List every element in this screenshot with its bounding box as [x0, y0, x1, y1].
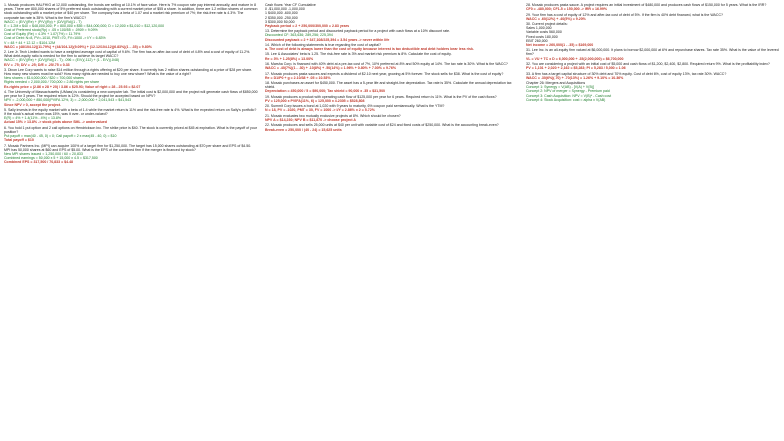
answer-line: PV = 125,000 x PVIFA(11%, 6) = 125,000 x 4.2305 = $528,808 [265, 98, 365, 103]
work-line: WACC = (E/V)(Re) + (P/V)(Rp) + (D/V)(Rd)(1 - T) [4, 19, 82, 24]
answer-line: WACC = .60(12%) + .40(5%) = 9.20% [526, 16, 586, 21]
work-line: Put payoff = max(40 - 45, 0) = 0; Call payoff = 2 x max(45 - 40, 0) = $10 [4, 134, 117, 139]
question-block [265, 3, 519, 28]
question-block [526, 13, 780, 21]
work-line: Concept 1: Synergy = V(AB) - [V(A) + V(B)] [526, 85, 595, 90]
work-line: New MPI shares issued = 1,250,000 / 60 = 20,833 [4, 151, 83, 156]
question-block [4, 68, 258, 89]
column-1 [4, 3, 258, 439]
answer-line: Total payoff = $10 [4, 138, 34, 143]
column-3 [526, 3, 780, 439]
question-block [4, 144, 258, 165]
question-block [265, 95, 519, 103]
answer-line: Since NPV > 0, accept the project. [4, 102, 62, 107]
work-line: 3 $300,000 50,000 [265, 19, 295, 24]
work-line: Concept 4: Stock Acquisition: cost = alpha x V(AB) [526, 97, 606, 102]
question-text: 31. Lee Inc. is an all-equity firm valued at $6,000,000. It plans to borrow $2,000,000 at 6% and repurchase shares. Tax rate 35%. What is the value of the levered firm? [526, 48, 779, 57]
question-text: 5. Sally invests in the equity market with a beta of 1.4 while the market return is 11% and the risk-free rate is 4%. What is the expected return on Sally's portfolio? If the stock's actual return was 15%, was it over- or under-valued? [4, 107, 257, 117]
answer-line: E/V = .75; D/V = .25; D/E = .25/.75 = 0.33 [4, 62, 70, 67]
answer-line: Discounted payback = 2 + 347,108/225,394 = 3.54 years -> never within life [265, 37, 390, 42]
question-block [265, 62, 519, 70]
question-block [526, 22, 780, 47]
answer-line: Re = 3% + 1.25(8%) = 13.00% [265, 56, 314, 61]
question-text: 18. Mosaic purchases an asset for $450,000. The asset has a 5-year life and straight-line depreciation. Tax rate is 35%. Calculate the annual depreciation tax shield. [265, 81, 512, 90]
question-text: 21. Mosaic evaluates two mutually exclusive projects at 8%. Which should be chosen? [265, 113, 401, 118]
work-line: 2 $350,000 -250,000 [265, 15, 298, 20]
question-text: 15. Lee & Associates' beta is 1.25. The risk-free rate is 3% and market risk premium is 8%. Calculate the cost of equity. [265, 52, 452, 57]
answer-line: Combined EPS = 317,500 / 70,833 = $4.48 [4, 160, 74, 165]
question-text: 2. Lee Jr. Tech Limited wants to have a weighted average cost of capital of 9.6%. The firm has an after-tax cost of debt of 4.8% and a cost of equity of 11.2%. What debt-equity ratio is needed for the firm to achieve its target WACC? [4, 50, 251, 59]
answer-line: Payback period = 2 + 250,000/300,000 = 2.83 years [265, 23, 350, 28]
answer-line: WACC = .30(6%)(.70) + .70(13%) = 1.26% + 9.10% = 10.36% [526, 75, 624, 80]
answer-line: Depreciation = 450,000 / 5 = $90,000; Tax shield = 90,000 x .35 = $31,500 [265, 89, 386, 94]
question-block [265, 72, 519, 80]
work-line: Cost of Preferred stock(Rp) = .05 x 100/55 = .0909 = 9.09% [4, 28, 98, 33]
question-block [526, 81, 780, 102]
work-line: Concept 2: NPV of merger = Synergy - Premium paid [526, 89, 610, 94]
work-line: E = 1.2M x $40 = $48,000,000; P = 800,000 x $55 = $44,000,000; D = 12,000 x $1,010 = $12,120,000 [4, 23, 165, 28]
work-line: 0 -$1,000,000 -1,000,000 [265, 7, 305, 12]
question-text: 29. Your firm has a cost of equity of 12% and after-tax cost of debt of 5%. If the firm is 40% debt financed, what is the WACC? [526, 12, 724, 17]
question-block [526, 62, 780, 70]
question-text: 1. Mosaic produces HALFHIG at 12,000 outstanding, the bonds are selling at 10.1% of face value. Here is 7% coupon rate pay interest annually, and mature in 8 years. There are 800,000 shares of 5% preferred stock outstanding with a current market price of $55 a share. In addition, there are 1.2 million shares of common stock outstanding with a market price of $40 per share. The company has a beta of 1.07 and a market risk premium of 7%; the risk-free rate is 4.3%. The corporate tax rate is 35%. What is the firm's WACC? [4, 3, 258, 20]
work-line: NPV = -2,000,000 + 850,000(PVIFA 12%, 3) = -2,000,000 + 2,041,543 = $41,543 [4, 98, 132, 103]
question-text: 3. Dixon Lee Corp wants to raise $14 million through a rights offering at $20 per share. It currently has 2 million shares outstanding at a price of $28 per share. How many new shares must be sold? How many rights are needed to buy one new share? What is the value of a right? [4, 67, 253, 77]
answer-line: CF0 = -480,000; CF1-5 = 150,000 -> IRR = 16.99% [526, 7, 608, 12]
question-text: 13. Determine the payback period and discounted payback period for a project with cash flows at a 10% discount rate. [265, 29, 451, 34]
question-block [4, 126, 258, 143]
answer-line: Ex-rights price = (2.86 x 28 + 20) / 3.86 = $25.93; Value of right = 28 - 25.93 = $2.07 [4, 84, 141, 89]
answer-line: Net income = 260,000(1 - .35) = $169,000 [526, 42, 594, 47]
question-block [265, 123, 519, 131]
work-line: Variable costs 560,000 [526, 30, 562, 35]
question-text: Cash flows: Year CF Cumulative [265, 3, 316, 7]
question-block [4, 3, 258, 49]
question-block [4, 90, 258, 107]
answer-line: Break-even = 250,000 / (40 - 24) = 15,625 units [265, 127, 342, 132]
question-block [4, 50, 258, 67]
answer-line: N = 18, PV = -1020, PMT = 30, FV = 1000 -> I/Y = 2.86% x 2 = 5.72% [265, 108, 375, 113]
column-2 [265, 3, 519, 439]
question-block [265, 81, 519, 94]
question-text: 30. Current project details: [526, 22, 568, 27]
work-line: New shares = $14,000,000 / $20 = 700,000 shares [4, 76, 84, 81]
answer-line: Re = D1/P0 + g = 2.10/38 + .05 = 10.53% [265, 75, 331, 80]
question-text: 22. Mosaic produces and sells 25,000 units at $40 per unit with variable cost of $24 and fixed costs of $250,000. What is the accounting break-even? [265, 123, 499, 128]
question-block [265, 29, 519, 42]
question-text: 14. Which of the following statements is true regarding the cost of capital? [265, 42, 381, 47]
work-line: EBIT 260,000 [526, 38, 548, 43]
answer-line: VL = VU + TC x D = 6,000,000 + .35(2,000,000) = $6,700,000 [526, 56, 624, 61]
question-block [526, 48, 780, 61]
work-line: V = 48 + 44 + 12.12 = $104.12M [4, 40, 56, 45]
question-text: Chapter 26: Mergers and Acquisitions [526, 81, 586, 86]
question-text: 4. The University of Massachusetts (UMass) is considering a new computer lab. The initial cost is $2,000,000 and the project will generate cash flows of $850,000 per year for 3 years. The required return is 12%. Should the project be accepted based on NPV? [4, 90, 258, 99]
answer-line: WACC = (48/104.12)(11.79%) + (44/104.12)(9.09%) + (12.12/104.12)(6.83%)(1 - .35) = 9.80% [4, 44, 152, 49]
work-line: WACC = (E/V)(Re) + (D/V)(Rd)(1 - T); .096 = (E/V)(.112) + (1 - E/V)(.048) [4, 58, 120, 63]
work-line: Combined earnings = 50,000 x 5 + 15,000 x 4.5 = $317,500 [4, 156, 98, 161]
work-line: Fixed costs 180,000 [526, 34, 558, 39]
answer-line: PV = 1,101 + 2,020 + 2,162 = $5,283; PI = 5,283 / 5,000 = 1.06 [526, 66, 626, 71]
work-line: Discounted CF: 363,636; 289,256; 225,394 [265, 33, 333, 38]
question-text: 19. Mosaic produces a product with operating cash flow of $125,000 per year for 6 years. Required return is 11%. What is the PV of the cash flows? [265, 94, 497, 99]
work-line: 1 $400,000 -600,000 [265, 11, 298, 16]
work-line: E(R) = 4% + 1.4(11% - 4%) = 13.8% [4, 116, 62, 121]
question-text: 32. You are considering a project with an initial cost of $5,000 and cash flows of $1,200, $2,400, $2,800. Required return 9%. What is the profitability index? [526, 61, 770, 66]
question-text: 20. Summit Corp issues a bond at 1,020 with 9 years to maturity, 6% coupon paid semiannually. What is the YTM? [265, 104, 445, 109]
question-text: 6. You hold 1 put option and 2 call options on Hendrickson Inc. The strike price is $40. The stock is currently priced at $45 at expiration. What is the payoff of your position? [4, 125, 257, 134]
work-line: Concept 3: Cash Acquisition: NPV = V(B)* - Cash cost [526, 93, 612, 98]
work-line: Cost of Debt: N=8, PV=-1010, PMT=70, FV=1000 -> I/Y = 6.83% [4, 36, 106, 41]
question-block [4, 108, 258, 125]
work-line: Sales 1,000,000 [526, 26, 552, 31]
question-block [265, 43, 519, 51]
answer-line: NPV A = $14,230; NPV B = $11,870 -> choose project A [265, 117, 356, 122]
answer-line: Actual 15% > 13.8% -> stock plots above SML -> undervalued [4, 120, 107, 125]
question-text: 28. Mosaic produces pasta sauce. A project requires an initial investment of $480,000 and produces cash flows of $150,000 for 5 years. What is the IRR? [526, 3, 767, 7]
question-block [265, 52, 519, 60]
question-block [526, 72, 780, 80]
question-text: 7. Mosaic Partners Inc. (MPI) can acquire 100% of a target firm for $1,250,000. The target has 15,000 shares outstanding at $70 per share and EPS of $4.50. MPI has 50,000 shares at $60 and EPS of $5.00. What is the EPS of the combined firm if the merger is financed by stock? [4, 143, 252, 152]
question-text: 33. A firm has a target capital structure of 30% debt and 70% equity. Cost of debt 6%, cost of equity 13%, tax rate 30%. WACC? [526, 71, 727, 76]
question-block [265, 114, 519, 122]
question-text: 17. Mosaic produces pasta sauces and expects a dividend of $2.10 next year, growing at 5% forever. The stock sells for $38. What is the cost of equity? [265, 71, 504, 76]
question-text: 16. Marsha Corp. is financed with 40% debt at a pre-tax cost of 7%, 10% preferred at 8% and 50% equity at 14%. The tax rate is 30%. What is the WACC? [265, 61, 508, 66]
question-block [265, 104, 519, 112]
work-line: Rights needed = 2,000,000 / 700,000 = 2.86 rights per share [4, 80, 100, 85]
work-line: Cost of Equity (Re) = 4.3% + 1.07(7%) = 11.79% [4, 32, 81, 37]
answer-line: a. The cost of debt is always lower than the cost of equity because interest is tax deductible and debt holders bear less risk. [265, 47, 474, 52]
question-block [526, 3, 780, 11]
answer-line: WACC = .40(7%)(1 - .30) + .10(8%) + .50(14%) = 1.96% + 0.80% + 7.00% = 9.76% [265, 66, 397, 71]
